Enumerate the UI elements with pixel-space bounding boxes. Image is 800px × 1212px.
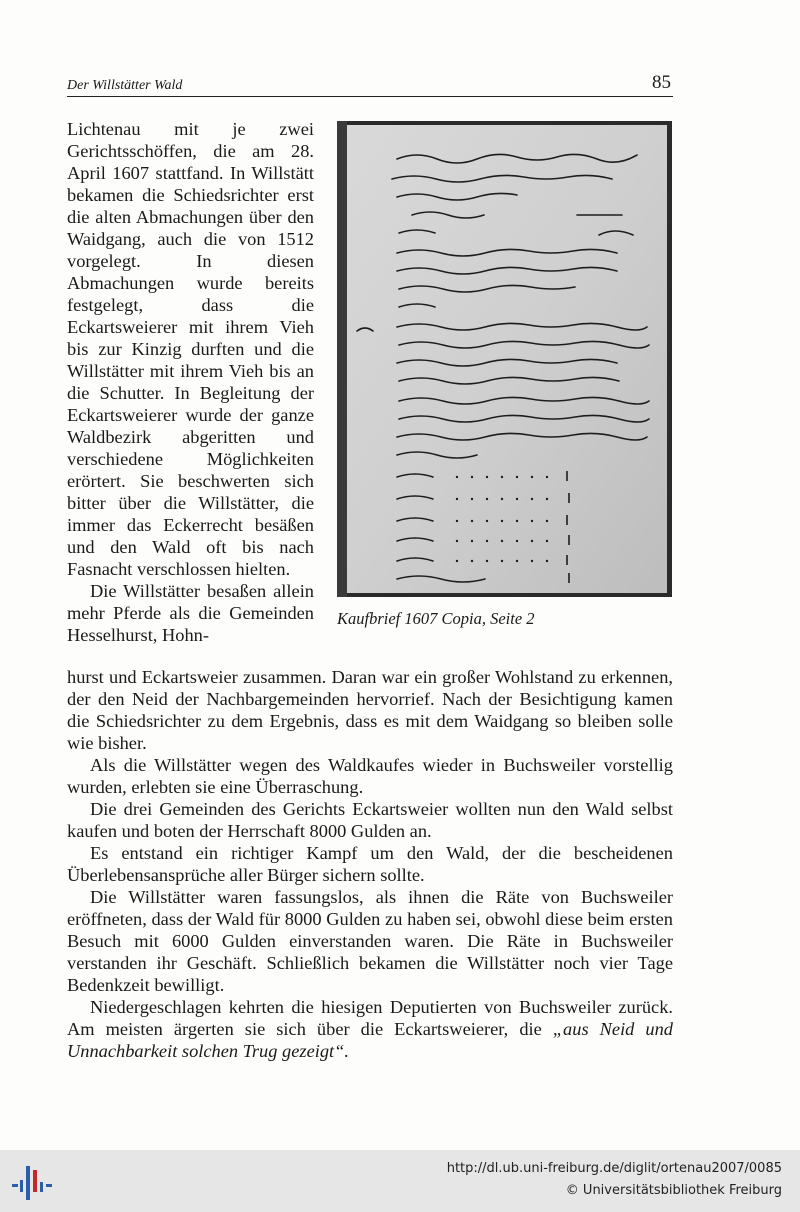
figure-caption: Kaufbrief 1607 Copia, Seite 2	[337, 609, 535, 628]
university-library-logo-icon	[10, 1162, 54, 1202]
page-number: 85	[652, 72, 671, 93]
paragraph: Die Willstätter besaßen allein mehr Pferde als die Gemeinden Hesselhurst, Hohn-	[67, 581, 314, 645]
copyright-notice: © Universitätsbibliothek Freiburg	[565, 1183, 782, 1198]
running-title: Der Willstätter Wald	[67, 78, 183, 93]
body-text	[67, 666, 673, 1062]
paragraph: Als die Willstätter wegen des Waldkaufes wieder in Buchsweiler vorstellig wurden, erlebten sie eine Überraschung.	[67, 755, 673, 797]
viewer-footer	[0, 1150, 800, 1212]
quotation: „aus Neid und Unnachbarkeit solchen Trug gezeigt“.	[67, 1019, 673, 1061]
paragraph	[67, 996, 673, 1062]
manuscript-photo	[337, 121, 672, 597]
paragraph: Die Willstätter waren fassungslos, als ihnen die Räte von Buchsweiler eröffneten, dass der Wald für 8000 Gulden zu haben sei, obwohl diese beim ersten Besuch mit 6000 Gulden einverstanden waren. Die Räte in Buchsweiler verstanden ihr Geschäft. Schließlich bekamen die Willstätter noch vier Tage Bedenkzeit bewilligt.	[67, 887, 673, 995]
paragraph: hurst und Eckartsweier zusammen. Daran war ein großer Wohlstand zu erkennen, der den Neid der Nachbargemeinden hervorrief. Nach der Besichtigung kamen die Schiedsrichter zu dem Ergebnis, dass es mit dem Waidgang so bleiben solle wie bisher.	[67, 667, 673, 753]
source-url-link[interactable]: http://dl.ub.uni-freiburg.de/diglit/ortenau2007/0085	[446, 1161, 782, 1176]
manuscript-image	[337, 121, 672, 597]
paragraph: Die drei Gemeinden des Gerichts Eckartsweier wollten nun den Wald selbst kaufen und boten der Herrschaft 8000 Gulden an.	[67, 799, 673, 841]
running-header	[67, 74, 673, 97]
paragraph-text: Niedergeschlagen kehrten die hiesigen Deputierten von Buchsweiler zurück. Am meisten ärgerten sie sich über die Eckartsweierer, die	[67, 997, 673, 1039]
left-column-text	[67, 118, 314, 646]
paragraph: Es entstand ein richtiger Kampf um den Wald, der die bescheidenen Überlebensansprüche aller Bürger sichern sollte.	[67, 843, 673, 885]
paragraph: Lichtenau mit je zwei Gerichtsschöffen, die am 28. April 1607 stattfand. In Willstätt bekamen die Schiedsrichter erst die alten Abmachungen über den Waidgang, auch die von 1512 vorgelegt. In diesen Abmachungen wurde bereits festgelegt, dass die Eckartsweierer mit ihrem Vieh bis zur Kinzig durften und die Willstätter mit ihrem Vieh bis an die Schutter. In Begleitung der Eckartsweierer wurde der ganze Waldbezirk abgeritten und verschiedene Möglichkeiten erörtert. Sie beschwerten sich bitter über die Willstätter, die immer das Eckerrecht besäßen und den Wald oft bis nach Fasnacht verschlossen hielten.	[67, 119, 314, 579]
